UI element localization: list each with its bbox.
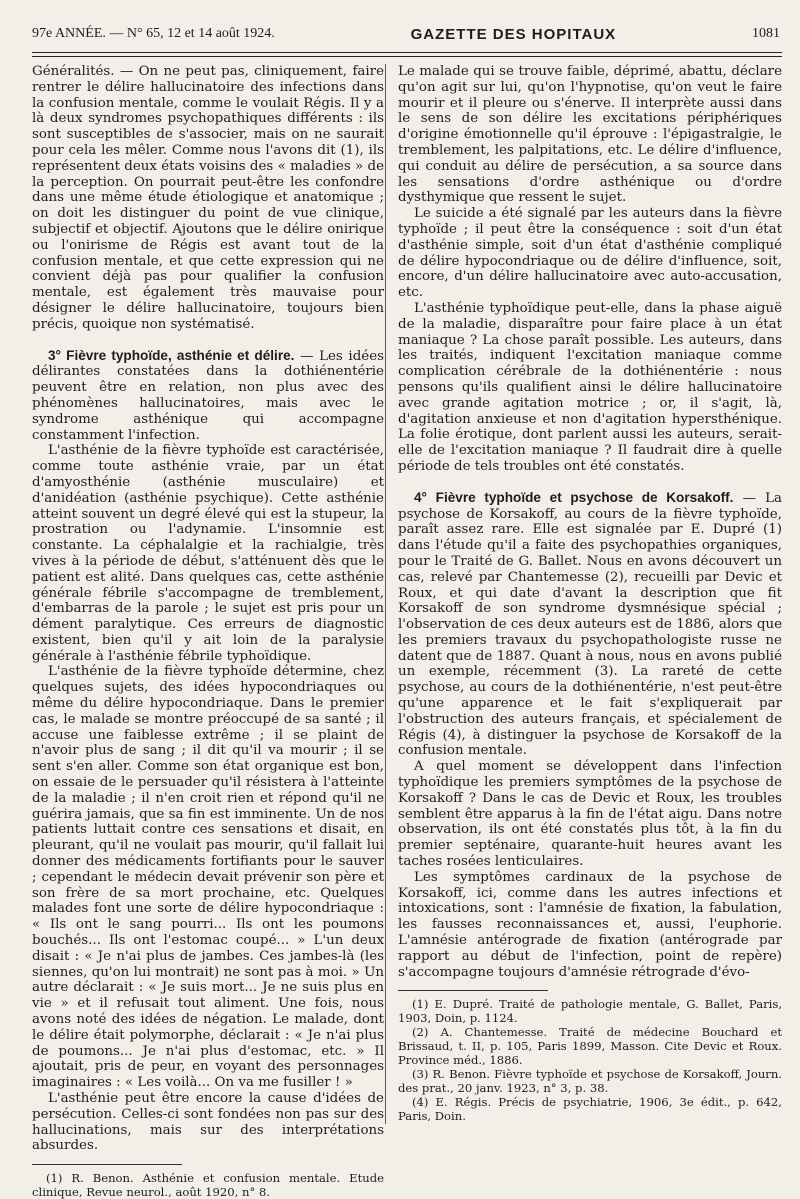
section-4-body: — La psychose de Korsakoff, au cours de la fièvre typhoïde, paraît assez rare. Elle est signalée par E. Dupré (1) dans l'étude qu'il a faite des psychopathies organiques, pour le Traité de G. Ballet. Nous en avons découvert un cas, relevé par Chantemesse (2), recueilli par Devic et Roux, et qui date d'avant la description que fit Korsakoff de son syndrome dysmnésique spécial ; l'observation de ces deux auteurs est de 1886, alors que les premiers travaux du psychopathologiste russe ne datent que de 1887. Quant à nous, nous en avons publié un exemple, récemment (3). La rareté de cette psychose, au cours de la dothiénentérie, n'est peut-être qu'une apparence et le fait s'expliquerait par l'obstruction des auteurs français, et spécialement de Régis (4), à distinguer la psychose de Korsakoff de la confusion mentale. — [398, 490, 782, 759]
paragraph-maniaque: L'asthénie typhoïdique peut-elle, dans la phase aiguë de la maladie, disparaître pour faire place à un état maniaque ? La chose paraît possible. Les auteurs, dans les traités, indiquent l'excitation maniaque comme complication cérébrale de la dothiénentérie : nous pensons qu'ils qualifient ainsi le délire hallucinatoire avec grande agitation motrice ; or, il s'agit, là, d'agitation anxieuse et non d'agitation hypersthénique. La folie érotique, dont parlent aussi les auteurs, serait-elle de l'excitation maniaque ? Il faudrait dire à quelle période de tels troubles ont été constatés. — [398, 300, 782, 474]
section-3-paragraph — [32, 348, 384, 444]
section-4-heading: 4° Fièvre typhoïde et psychose de Korsakoff. — [414, 489, 734, 505]
section-4-paragraph — [398, 490, 782, 760]
paragraph-generalites: Généralités. — On ne peut pas, cliniquement, faire rentrer le délire hallucinatoire des infections dans la confusion mentale, comme le voulait Régis. Il y a là deux syndromes psychopathiques différents : ils sont susceptibles de s'associer, mais on ne saurait pour cela les mêler. Comme nous l'avons dit (1), ils représentent deux états voisins des « maladies » de la perception. On pourrait peut-être les confondre dans une même étude étiologique et anatomique ; on doit les distinguer du point de vue clinique, subjectif et objectif. Ajoutons que le délire onirique ou l'onirisme de Régis est avant tout de la confusion mentale, et que cette expression qui ne convient déjà pas pour qualifier la confusion mentale, est également très mauvaise pour désigner le délire hallucinatoire, toujours bien précis, quoique non systématisé. — [32, 64, 384, 332]
footnote: (2) A. Chantemesse. Traité de médecine Bouchard et Brissaud, t. II, p. 105, Paris 1899, Masson. Cite Devic et Roux. Province méd., 1886. — [398, 1025, 782, 1068]
paragraph-persecution: L'asthénie peut être encore la cause d'idées de persécution. Celles-ci sont fondées non pas sur des hallucinations, mais sur des interprétations absurdes. — [32, 1091, 384, 1154]
journal-title: GAZETTE DES HOPITAUX — [410, 25, 617, 43]
right-column — [398, 64, 782, 1123]
paragraph-symptomes: Les symptômes cardinaux de la psychose de Korsakoff, ici, comme dans les autres infections et intoxications, sont : l'amnésie de fixation, la fabulation, les fausses reconnaissances et, aussi, l'euphorie. L'amnésie antérograde de fixation (antérograde par rapport au début de l'infection, point de repère) s'accompagne toujours d'amnésie rétrograde d'évo- — [398, 869, 782, 980]
header-rule-thin — [32, 56, 782, 57]
footnote: (3) R. Benon. Fièvre typhoïde et psychose de Korsakoff, Journ. des prat., 20 janv. 1923, n° 3, p. 38. — [398, 1067, 782, 1096]
paragraph-influence: Le malade qui se trouve faible, déprimé, abattu, déclare qu'on agit sur lui, qu'on l'hypnotise, qu'on veut le faire mourir et il pleure ou s'énerve. Il interprète aussi dans le sens de son délire les excitations périphériques d'origine émotionnelle qu'il éprouve : l'épigastralgie, le tremblement, les palpitations, etc. Le délire d'influence, qui conduit au délire de persécution, a sa source dans les sensations d'ordre asthénique ou d'ordre dysthymique que ressent le sujet. — [398, 64, 782, 206]
footnote: (1) R. Benon. Asthénie et confusion mentale. Etude clinique, Revue neurol., août 1920, n° 8. — [32, 1171, 384, 1199]
footnote-rule — [32, 1164, 182, 1165]
section-3-body: — Les idées délirantes constatées dans la dothiénentérie peuvent être en relation, non plus avec des phénomènes hallucinatoires, mais avec le syndrome asthénique qui accompagne constamment l'infection. — [32, 348, 384, 443]
page-number: 1081 — [752, 26, 780, 41]
paragraph-asthenie: L'asthénie de la fièvre typhoïde est caractérisée, comme toute asthénie vraie, par un état d'amyosthénie (asthénie musculaire) et d'anidéation (asthénie psychique). Cette asthénie atteint souvent un degré élevé qui est la stupeur, la prostration ou l'adynamie. L'insomnie est constante. La céphalalgie et la rachialgie, très vives à la période de début, s'atténuent dès que le patient est alité. Dans quelques cas, cette asthénie générale fébrile s'accompagne de tremblement, d'embarras de la parole ; le sujet est pris pour un dément paralytique. Ces erreurs de diagnostic existent, bien qu'il y ait loin de la paralysie générale à l'asthénie fébrile typhoïdique. — [32, 443, 384, 664]
paragraph-moment: A quel moment se développent dans l'infection typhoïdique les premiers symptômes de la psychose de Korsakoff ? Dans le cas de Devic et Roux, les troubles semblent être apparus à la fin de l'état aigu. Dans notre observation, ils ont été constatés plus tôt, à la fin du premier septénaire, quarante-huit heures avant les taches rosées lenticulaires. — [398, 759, 782, 870]
right-footnotes — [398, 997, 782, 1123]
left-footnotes — [32, 1171, 384, 1199]
footnote-rule — [398, 990, 548, 991]
paragraph-suicide: Le suicide a été signalé par les auteurs dans la fièvre typhoïde ; il peut être la conséquence : soit d'un état d'asthénie simple, soit d'un état d'asthénie compliqué de délire hypocondriaque ou de délire d'influence, soit, encore, d'un délire hallucinatoire avec auto-accusation, etc. — [398, 206, 782, 301]
header-rule — [32, 52, 782, 53]
left-column — [32, 64, 384, 1199]
section-3-heading: 3° Fièvre typhoïde, asthénie et délire. — [48, 347, 295, 363]
footnote: (1) E. Dupré. Traité de pathologie mentale, G. Ballet, Paris, 1903, Doin, p. 1124. — [398, 997, 782, 1026]
running-header — [32, 18, 780, 50]
paragraph-hypocondrie: L'asthénie de la fièvre typhoïde détermine, chez quelques sujets, des idées hypocondriaques ou même du délire hypocondriaque. Dans le premier cas, le malade se montre préoccupé de sa santé ; il accuse une faiblesse extrême ; il se plaint de n'avoir plus de sang ; il dit qu'il va mourir ; il se sent s'en aller. Comme son état organique est bon, on essaie de le persuader qu'il résistera à l'atteinte de la maladie ; il n'en croit rien et répond qu'il ne guérira jamais, que sa fin est imminente. Un de nos patients luttait contre ces sensations et disait, en pleurant, qu'il ne voulait pas mourir, qu'il fallait lui donner des médicaments fortifiants pour le sauver ; cependant le médecin devait prévenir son père et son frère de sa mort prochaine, etc. Quelques malades font une sorte de délire hypocondriaque : « Ils ont le sang pourri... Ils ont les poumons bouchés... Ils ont l'estomac coupé... » L'un deux disait : « Je n'ai plus de jambes. Ces jambes-là (les siennes, qu'on lui montrait) ne sont pas à moi. » Un autre déclarait : « Je suis mort... Je ne suis plus en vie » et il refusait tout aliment. Une fois, nous avons noté des idées de négation. Le malade, dont le délire était polymorphe, déclarait : « Je n'ai plus de poumons... Je n'ai plus d'estomac, etc. » Il ajoutait, pris de peur, en voyant des personnages imaginaires : « Les voilà... On va me fusiller ! » — [32, 664, 384, 1091]
footnote: (4) E. Régis. Précis de psychiatrie, 1906, 3e édit., p. 642, Paris, Doin. — [398, 1095, 782, 1124]
issue-info: 97e ANNÉE. — N° 65, 12 et 14 août 1924. — [32, 26, 275, 41]
column-divider — [385, 64, 386, 1124]
